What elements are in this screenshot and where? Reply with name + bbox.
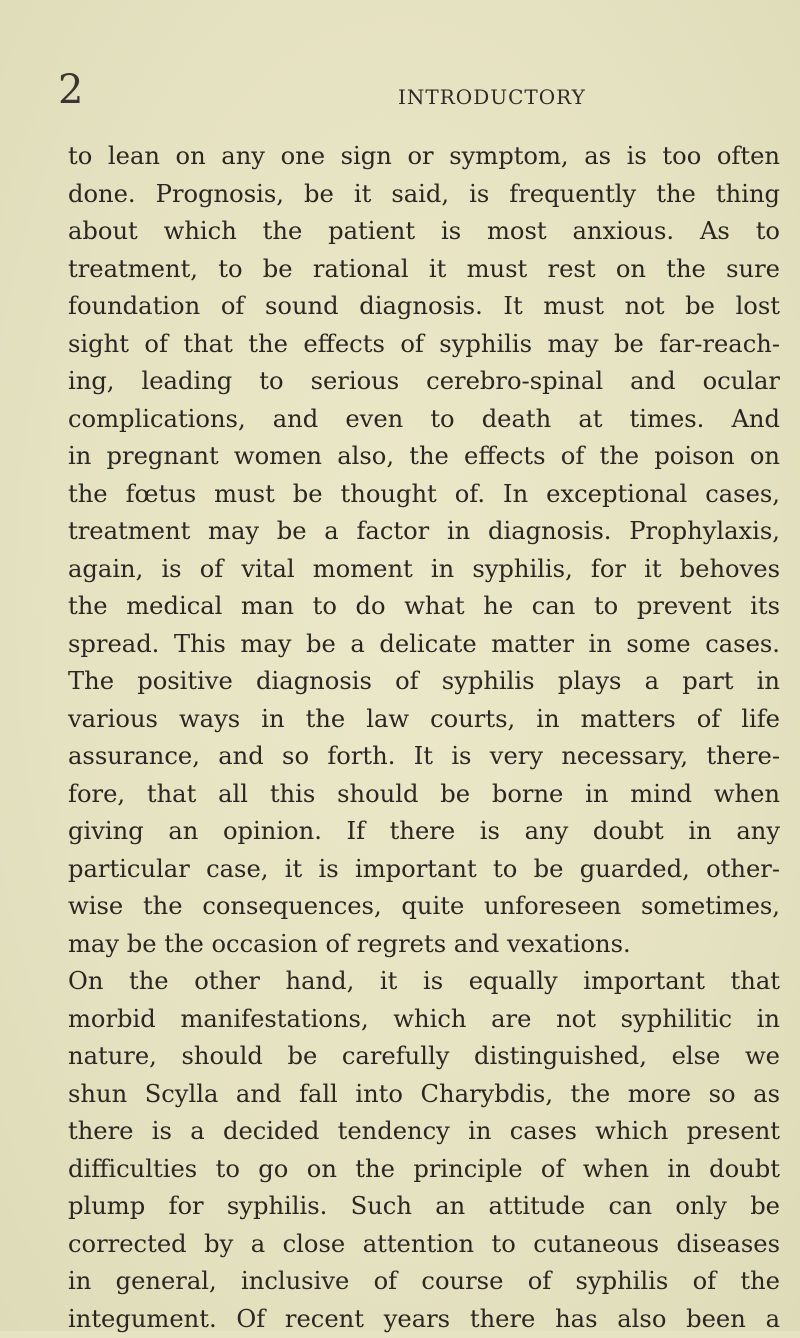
text-line: fore, that all this should be borne in mind when xyxy=(68,776,780,814)
text-line: may be the occasion of regrets and vexations. xyxy=(68,926,780,964)
text-line: The positive diagnosis of syphilis plays a part in xyxy=(68,663,780,701)
text-line: various ways in the law courts, in matters of life xyxy=(68,701,780,739)
text-line: foundation of sound diagnosis. It must not be lost xyxy=(68,288,780,326)
running-head: INTRODUCTORY xyxy=(398,85,586,109)
text-line: nature, should be carefully distinguished, else we xyxy=(68,1038,780,1076)
text-line: to lean on any one sign or symptom, as is too often xyxy=(68,138,780,176)
text-line: done. Prognosis, be it said, is frequently the thing xyxy=(68,176,780,214)
text-line: sight of that the effects of syphilis may be far-reach- xyxy=(68,326,780,364)
text-line: about which the patient is most anxious. As to xyxy=(68,213,780,251)
text-line: in general, inclusive of course of syphilis of the xyxy=(68,1263,780,1301)
text-line: there is a decided tendency in cases which present xyxy=(68,1113,780,1151)
text-line: assurance, and so forth. It is very necessary, there- xyxy=(68,738,780,776)
text-line: integument. Of recent years there has also been a xyxy=(68,1301,780,1338)
text-line: the medical man to do what he can to prevent its xyxy=(68,588,780,626)
text-line: the fœtus must be thought of. In exceptional cases, xyxy=(68,476,780,514)
text-line: plump for syphilis. Such an attitude can only be xyxy=(68,1188,780,1226)
text-line: treatment, to be rational it must rest on the sure xyxy=(68,251,780,289)
text-line: ing, leading to serious cerebro-spinal and ocular xyxy=(68,363,780,401)
text-line: treatment may be a factor in diagnosis. Prophylaxis, xyxy=(68,513,780,551)
text-line: in pregnant women also, the effects of the poison on xyxy=(68,438,780,476)
text-line: particular case, it is important to be guarded, other- xyxy=(68,851,780,889)
text-line: morbid manifestations, which are not syphilitic in xyxy=(68,1001,780,1039)
text-line: complications, and even to death at times. And xyxy=(68,401,780,439)
text-line: On the other hand, it is equally important that xyxy=(68,963,780,1001)
text-line: giving an opinion. If there is any doubt in any xyxy=(68,813,780,851)
page-number: 2 xyxy=(58,70,83,110)
body-text xyxy=(68,138,780,1338)
text-line: again, is of vital moment in syphilis, for it behoves xyxy=(68,551,780,589)
text-line: shun Scylla and fall into Charybdis, the more so as xyxy=(68,1076,780,1114)
text-line: spread. This may be a delicate matter in some cases. xyxy=(68,626,780,664)
text-line: corrected by a close attention to cutaneous diseases xyxy=(68,1226,780,1264)
text-line: difficulties to go on the principle of when in doubt xyxy=(68,1151,780,1189)
text-line: wise the consequences, quite unforeseen sometimes, xyxy=(68,888,780,926)
